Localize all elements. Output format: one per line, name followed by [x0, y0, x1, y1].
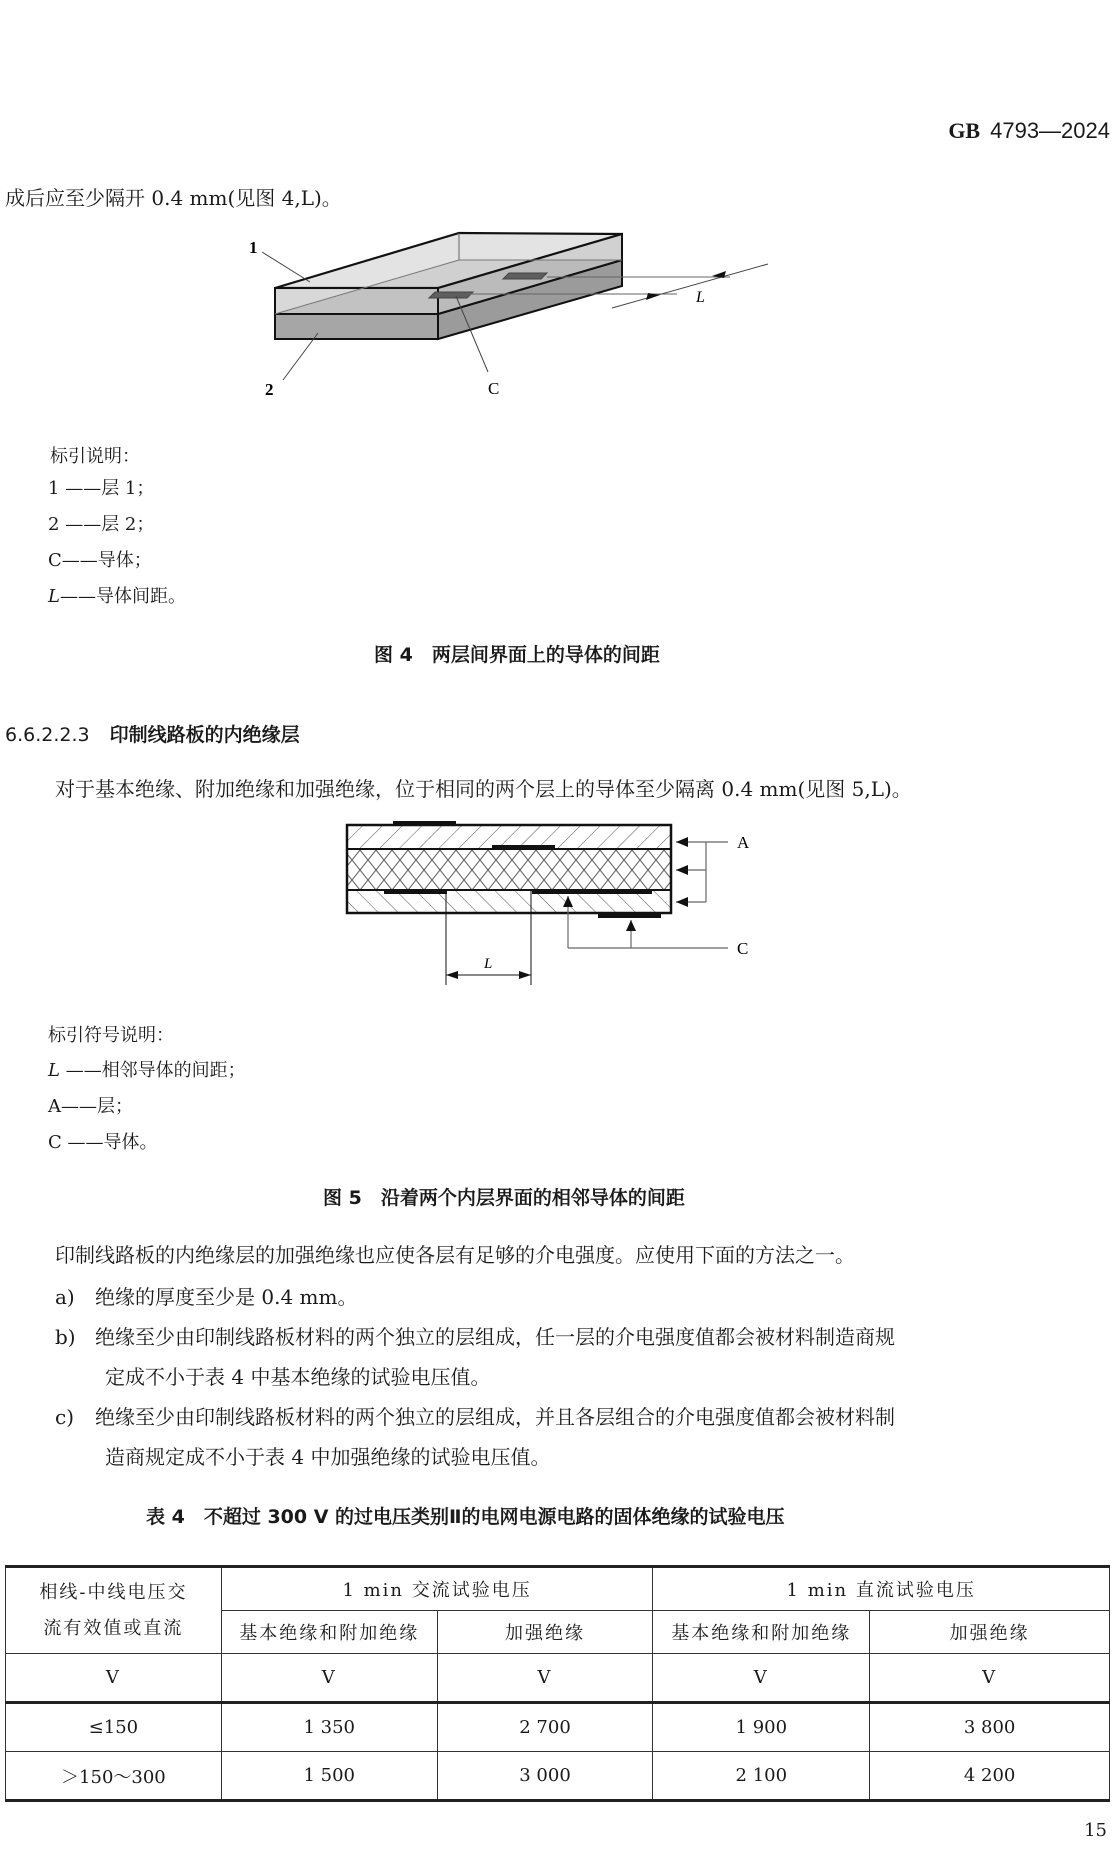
- figure-5-caption: 图 5 沿着两个内层界面的相邻导体的间距: [323, 1187, 685, 1209]
- standard-prefix: GB: [948, 118, 981, 143]
- method-item-c-cont: 造商规定成不小于表 4 中加强绝缘的试验电压值。: [105, 1445, 551, 1469]
- section-paragraph: 对于基本绝缘、附加绝缘和加强绝缘，位于相同的两个层上的导体至少隔离 0.4 mm(见图 5,L)。: [55, 777, 912, 801]
- label-layer-2: 2: [265, 380, 274, 399]
- conductor-pad: [532, 889, 652, 894]
- label-layer: A: [737, 833, 750, 852]
- label-distance: L: [484, 956, 493, 972]
- figure-5-legend-title: 标引符号说明：: [48, 1025, 174, 1046]
- label-layer-1: 1: [249, 238, 258, 257]
- label-conductor: C: [488, 379, 500, 398]
- sub-header: 基本绝缘和附加绝缘: [653, 1611, 870, 1654]
- conductor-pad: [393, 821, 456, 826]
- method-item-c: c) 绝缘至少由印制线路板材料的两个独立的层组成，并且各层组合的介电强度值都会被材料制: [55, 1405, 895, 1429]
- figure-4-legend-item: L——导体间距。: [48, 586, 186, 607]
- figure-4-legend-item: C——导体；: [48, 550, 152, 571]
- sub-header: 加强绝缘: [870, 1611, 1110, 1654]
- method-item-b-cont: 定成不小于表 4 中基本绝缘的试验电压值。: [105, 1365, 491, 1389]
- figure-4-legend-title: 标引说明：: [50, 446, 140, 467]
- figure-5-legend-item: C ——导体。: [48, 1132, 158, 1153]
- group-header-dc: 1 min 直流试验电压: [653, 1567, 1110, 1611]
- figure-4-legend-item: 2 ——层 2；: [48, 514, 155, 535]
- method-item-a: a) 绝缘的厚度至少是 0.4 mm。: [55, 1285, 358, 1309]
- table-row: ＞150～300 1 500 3 000 2 100 4 200: [6, 1752, 1110, 1801]
- label-conductor: C: [737, 939, 749, 958]
- standard-code: 4793—2024: [990, 118, 1110, 143]
- group-header-ac: 1 min 交流试验电压: [221, 1567, 653, 1611]
- sub-header: 加强绝缘: [437, 1611, 653, 1654]
- figure-5-legend-item: L ——相邻导体的间距；: [48, 1060, 246, 1081]
- stub-header: 相线-中线电压交 流有效值或直流: [6, 1567, 222, 1654]
- table-row: ≤150 1 350 2 700 1 900 3 800: [6, 1703, 1110, 1752]
- conductor-pad: [384, 889, 447, 894]
- figure-4-legend-item: 1 ——层 1；: [48, 478, 155, 499]
- units-row: V V V V V: [6, 1654, 1110, 1703]
- conductor-pad: [492, 845, 555, 850]
- figure-5-legend-item: A——层；: [48, 1096, 133, 1117]
- method-item-b: b) 绝缘至少由印制线路板材料的两个独立的层组成，任一层的介电强度值都会被材料制造商规: [55, 1325, 895, 1349]
- figure-4-caption: 图 4 两层间界面上的导体的间距: [374, 644, 660, 666]
- conductor-pad: [598, 913, 661, 918]
- label-distance: L: [696, 289, 705, 306]
- section-number: 6.6.2.2.3: [5, 724, 90, 746]
- table-4-caption: 表 4 不超过 300 V 的过电压类别Ⅱ的电网电源电路的固体绝缘的试验电压: [146, 1506, 785, 1528]
- page-number: 15: [1084, 1820, 1107, 1841]
- methods-intro: 印制线路板的内绝缘层的加强绝缘也应使各层有足够的介电强度。应使用下面的方法之一。: [55, 1243, 855, 1267]
- section-title: 印制线路板的内绝缘层: [109, 724, 300, 746]
- intro-line: 成后应至少隔开 0.4 mm(见图 4,L)。: [5, 186, 342, 210]
- sub-header: 基本绝缘和附加绝缘: [221, 1611, 437, 1654]
- table-4: [5, 1565, 1110, 1802]
